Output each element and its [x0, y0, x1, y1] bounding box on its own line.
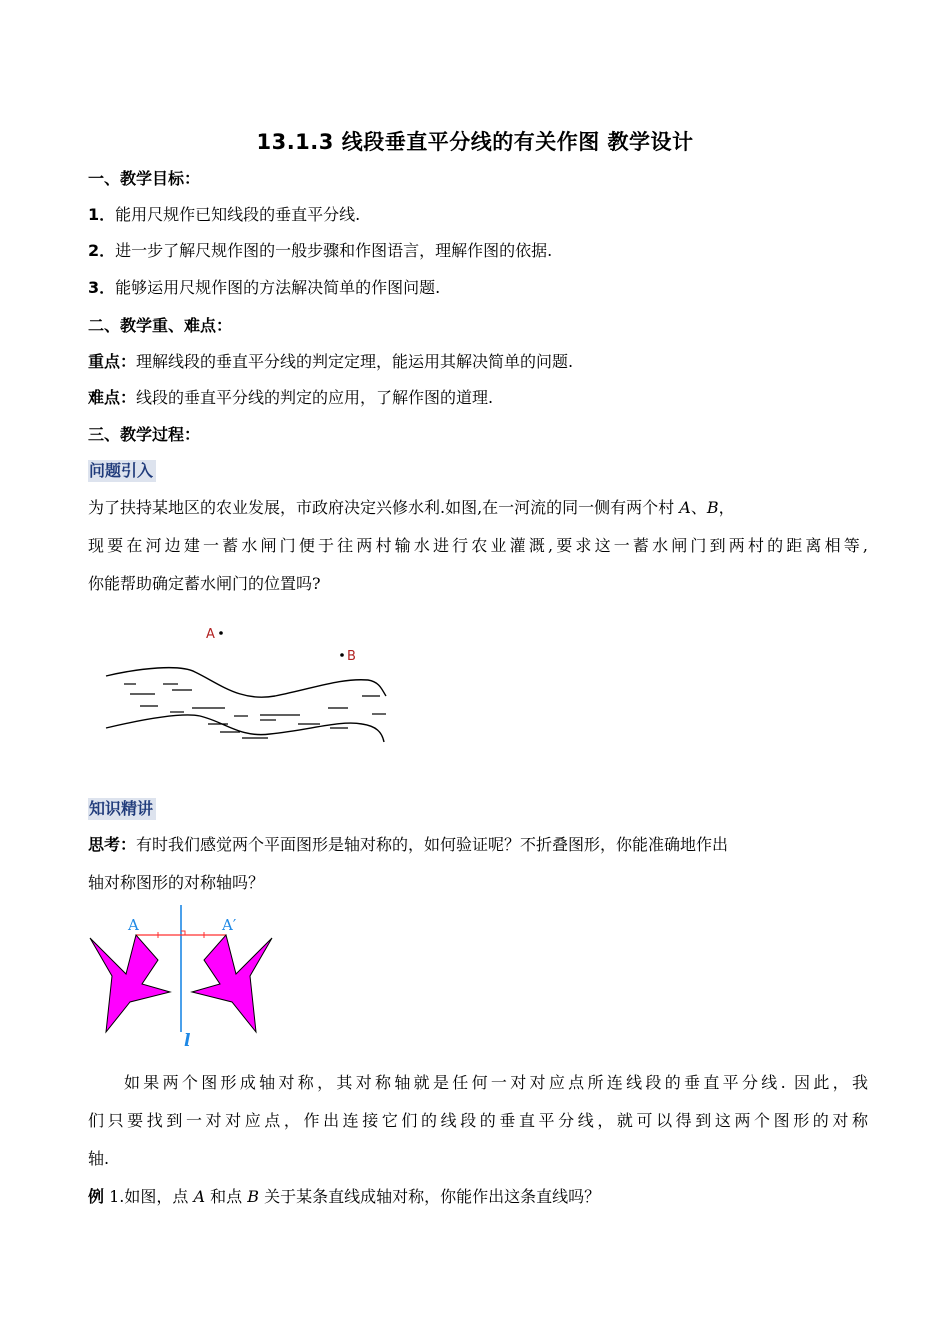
- think-label: 思考：: [88, 835, 137, 854]
- river-water-lines: [124, 684, 386, 738]
- intro-line-1: [88, 497, 868, 519]
- example-label: 例: [88, 1187, 105, 1206]
- river-figure: [100, 620, 400, 770]
- goal-number: 1．: [88, 205, 116, 224]
- key-point-text: 理解线段的垂直平分线的判定定理，能运用其解决简单的问题.: [136, 352, 574, 371]
- difficulty-text: 线段的垂直平分线的判定的应用，了解作图的道理.: [136, 388, 494, 407]
- goal-text: 进一步了解尺规作图的一般步骤和作图语言，理解作图的依据.: [115, 241, 553, 260]
- goal-item: [88, 277, 868, 299]
- goal-number: 2．: [88, 241, 116, 260]
- section-heading-keypoints: 二、教学重、难点：: [88, 316, 233, 335]
- section-heading-goals: 一、教学目标：: [88, 169, 201, 188]
- tag-knowledge: 知识精讲: [88, 798, 156, 820]
- difficulty-line: [88, 387, 868, 409]
- example-text: 关于某条直线成轴对称，你能作出这条直线吗？: [258, 1187, 601, 1206]
- key-point-line: [88, 351, 868, 373]
- village-a-dot: [219, 631, 223, 635]
- think-line-1: [88, 834, 868, 856]
- intro-line-3: 你能帮助确定蓄水闸门的位置吗?: [88, 574, 321, 593]
- think-text: 有时我们感觉两个平面图形是轴对称的，如何验证呢？不折叠图形，你能准确地作出: [136, 835, 729, 854]
- key-point-label: 重点：: [88, 352, 137, 371]
- symmetry-figure: [86, 902, 286, 1052]
- village-b-dot: [340, 653, 344, 657]
- point-a-prime-label: A′: [222, 916, 237, 934]
- left-shape: [90, 935, 170, 1032]
- river-upper-bank: [106, 668, 386, 698]
- para-line-3: 轴.: [88, 1149, 110, 1168]
- intro-line-2: 现要在河边建一蓄水闸门便于往两村输水进行农业灌溉,要求这一蓄水闸门到两村的距离相等,: [88, 536, 868, 555]
- point-a-label: A: [128, 916, 139, 934]
- var-a: A: [193, 1187, 206, 1206]
- var-b: B: [247, 1187, 259, 1206]
- example-line: [88, 1186, 868, 1208]
- tag-problem-intro: 问题引入: [88, 460, 156, 482]
- example-text: 和点: [205, 1187, 248, 1206]
- goal-item: [88, 204, 868, 226]
- goal-number: 3．: [88, 278, 116, 297]
- intro-text: ，: [718, 498, 735, 517]
- difficulty-label: 难点：: [88, 388, 137, 407]
- goal-text: 能够运用尺规作图的方法解决简单的作图问题.: [115, 278, 441, 297]
- axis-l-label: l: [184, 1031, 191, 1051]
- var-b: B: [706, 498, 719, 517]
- para-line-2: 们只要找到一对对应点，作出连接它们的线段的垂直平分线，就可以得到这两个图形的对称: [88, 1111, 868, 1130]
- right-shape: [192, 935, 272, 1032]
- goal-item: [88, 240, 868, 262]
- section-heading-process: 三、教学过程：: [88, 425, 201, 444]
- goal-text: 能用尺规作已知线段的垂直平分线.: [115, 205, 361, 224]
- village-a-label: A: [206, 627, 215, 642]
- para-line-1: 如果两个图形成轴对称，其对称轴就是任何一对对应点所连线段的垂直平分线. 因此，我: [124, 1073, 868, 1092]
- var-a: A: [679, 498, 691, 517]
- intro-sep: 、: [690, 498, 707, 517]
- page-title: 13.1.3 线段垂直平分线的有关作图 教学设计: [256, 130, 694, 154]
- example-text: 1.如图，点: [104, 1187, 194, 1206]
- village-b-label: B: [347, 649, 356, 664]
- intro-text: 为了扶持某地区的农业发展，市政府决定兴修水利.如图,在一河流的同一侧有两个村: [88, 498, 680, 517]
- think-line-2: 轴对称图形的对称轴吗？: [88, 873, 265, 892]
